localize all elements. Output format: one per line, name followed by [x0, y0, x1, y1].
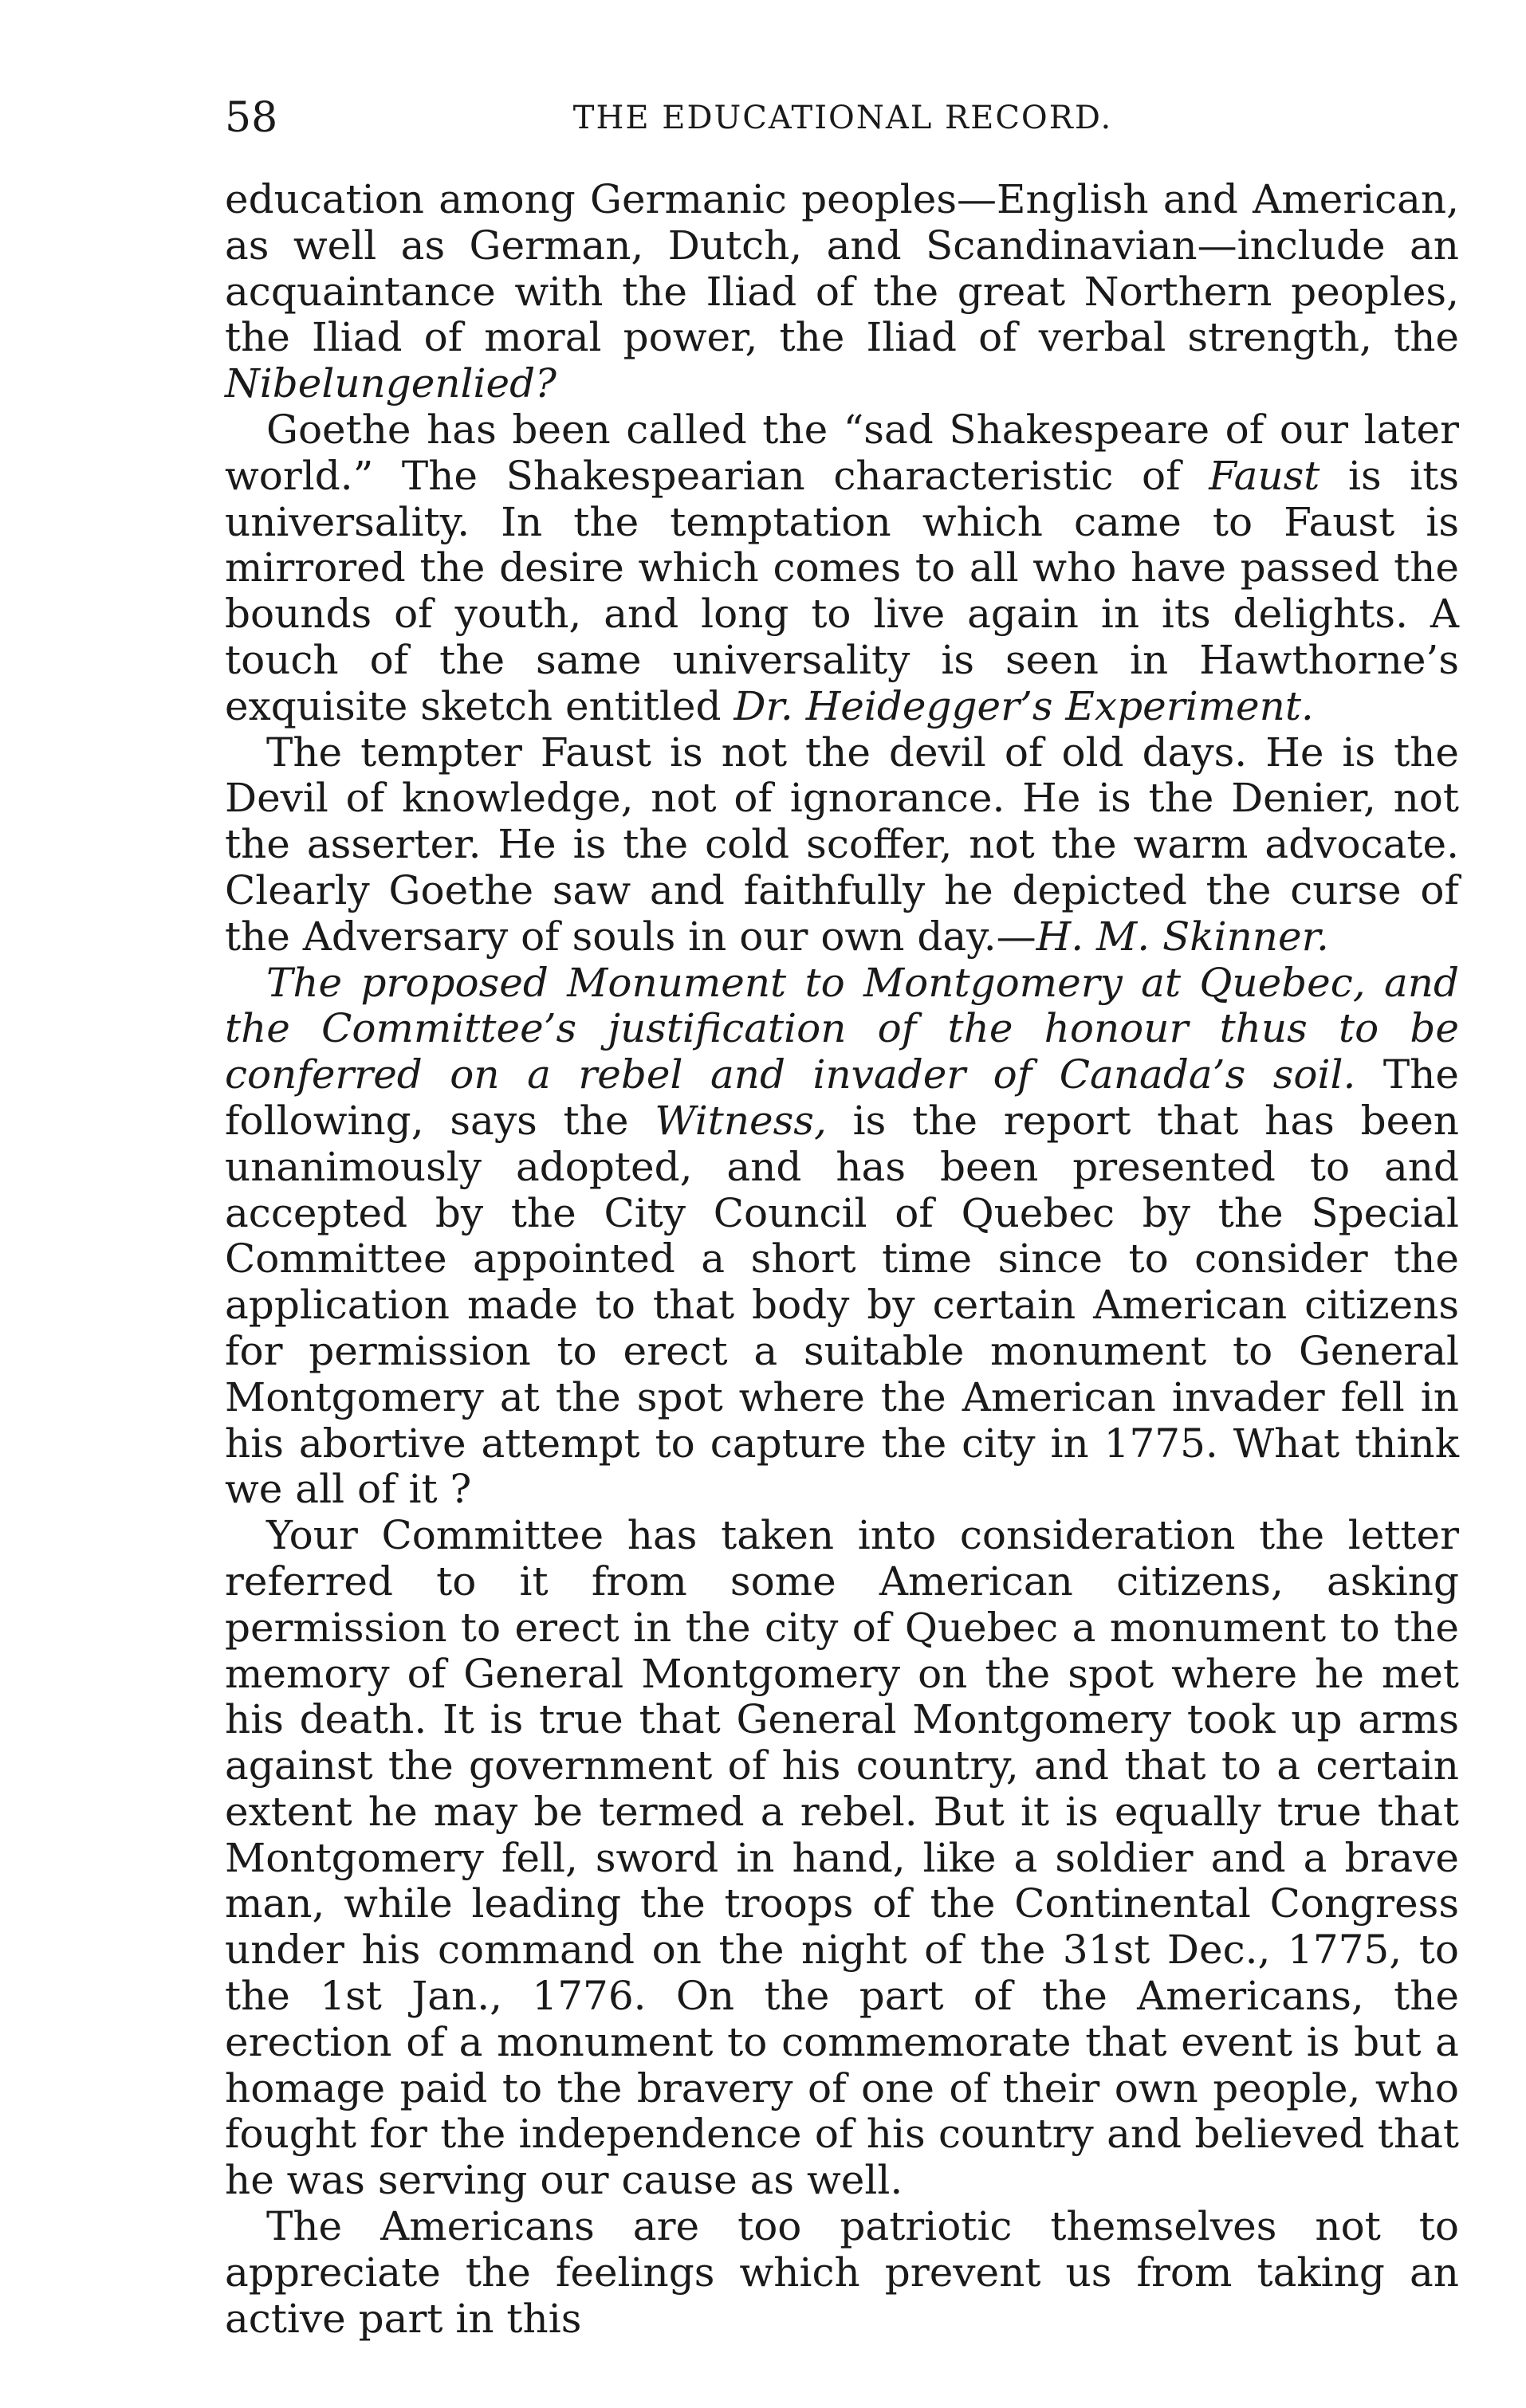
- page-number: 58: [225, 94, 278, 142]
- paragraph-nibelungenlied: education among Germanic peoples—English and American, as well as German, Dutch, and Scandinavian—include an acquaintance with the Iliad of the great Northern peoples, the Iliad of moral power, the Iliad of verbal strength, the Nibelungenlied?: [225, 176, 1459, 407]
- author-signature: H. M. Skinner.: [1036, 913, 1329, 960]
- witness-title: Witness,: [655, 1097, 827, 1144]
- paragraph-tempter: The tempter Faust is not the devil of old days. He is the Devil of knowledge, not of ignorance. He is the Denier, not the asserter. He is the cold scoffer, not the warm advocate. Clearly Goethe saw and faithfully he depicted the curse of the Adversary of souls in our own day.—H. M. Skinner.: [225, 729, 1459, 960]
- nibelungenlied-title: Nibelungenlied?: [225, 360, 557, 407]
- paragraph-americans-patriotic: The Americans are too patriotic themselves not to appreciate the feelings which prevent us from taking an active part in this: [225, 2203, 1459, 2342]
- paragraph-montgomery-monument: The proposed Monument to Montgomery at Quebec, and the Committee’s justification of the honour thus to be conferred on a rebel and invader of Canada’s soil. The following, says the Witness, is the report that has been unanimously adopted, and has been presented to and accepted by the City Council of Quebec by the Special Committee appointed a short time since to consider the application made to that body by certain American citizens for permission to erect a suitable monument to General Montgomery at the spot where the American invader fell in his abortive attempt to capture the city in 1775. What think we all of it ?: [225, 959, 1459, 1513]
- page-header: [225, 94, 1461, 142]
- running-title: THE EDUCATIONAL RECORD.: [572, 100, 1113, 136]
- paragraph-goethe-faust: Goethe has been called the “sad Shakespeare of our later world.” The Shakespearian characteristic of Faust is its universality. In the temptation which came to Faust is mirrored the desire which comes to all who have passed the bounds of youth, and long to live again in its delights. A touch of the same universality is seen in Hawthorne’s exquisite sketch entitled Dr. Heidegger’s Experiment.: [225, 406, 1459, 729]
- paragraph-committee-report: Your Committee has taken into consideration the letter referred to it from some American citizens, asking permission to erect in the city of Quebec a monument to the memory of General Montgomery on the spot where he met his death. It is true that General Montgomery took up arms against the government of his country, and that to a certain extent he may be termed a rebel. But it is equally true that Montgomery fell, sword in hand, like a soldier and a brave man, while leading the troops of the Continental Congress under his command on the night of the 31st Dec., 1775, to the 1st Jan., 1776. On the part of the Americans, the erection of a monument to commemorate that event is but a homage paid to the bravery of one of their own people, who fought for the independence of his country and believed that he was serving our cause as well.: [225, 1512, 1459, 2204]
- section-heading-montgomery: The proposed Monument to Montgomery at Quebec, and the Committee’s justification of the honour thus to be conferred on a rebel and invader of Canada’s soil.: [225, 959, 1459, 1098]
- page-body: [225, 177, 1459, 2342]
- heidegger-title: Dr. Heidegger’s Experiment.: [734, 682, 1314, 729]
- faust-title: Faust: [1209, 452, 1320, 499]
